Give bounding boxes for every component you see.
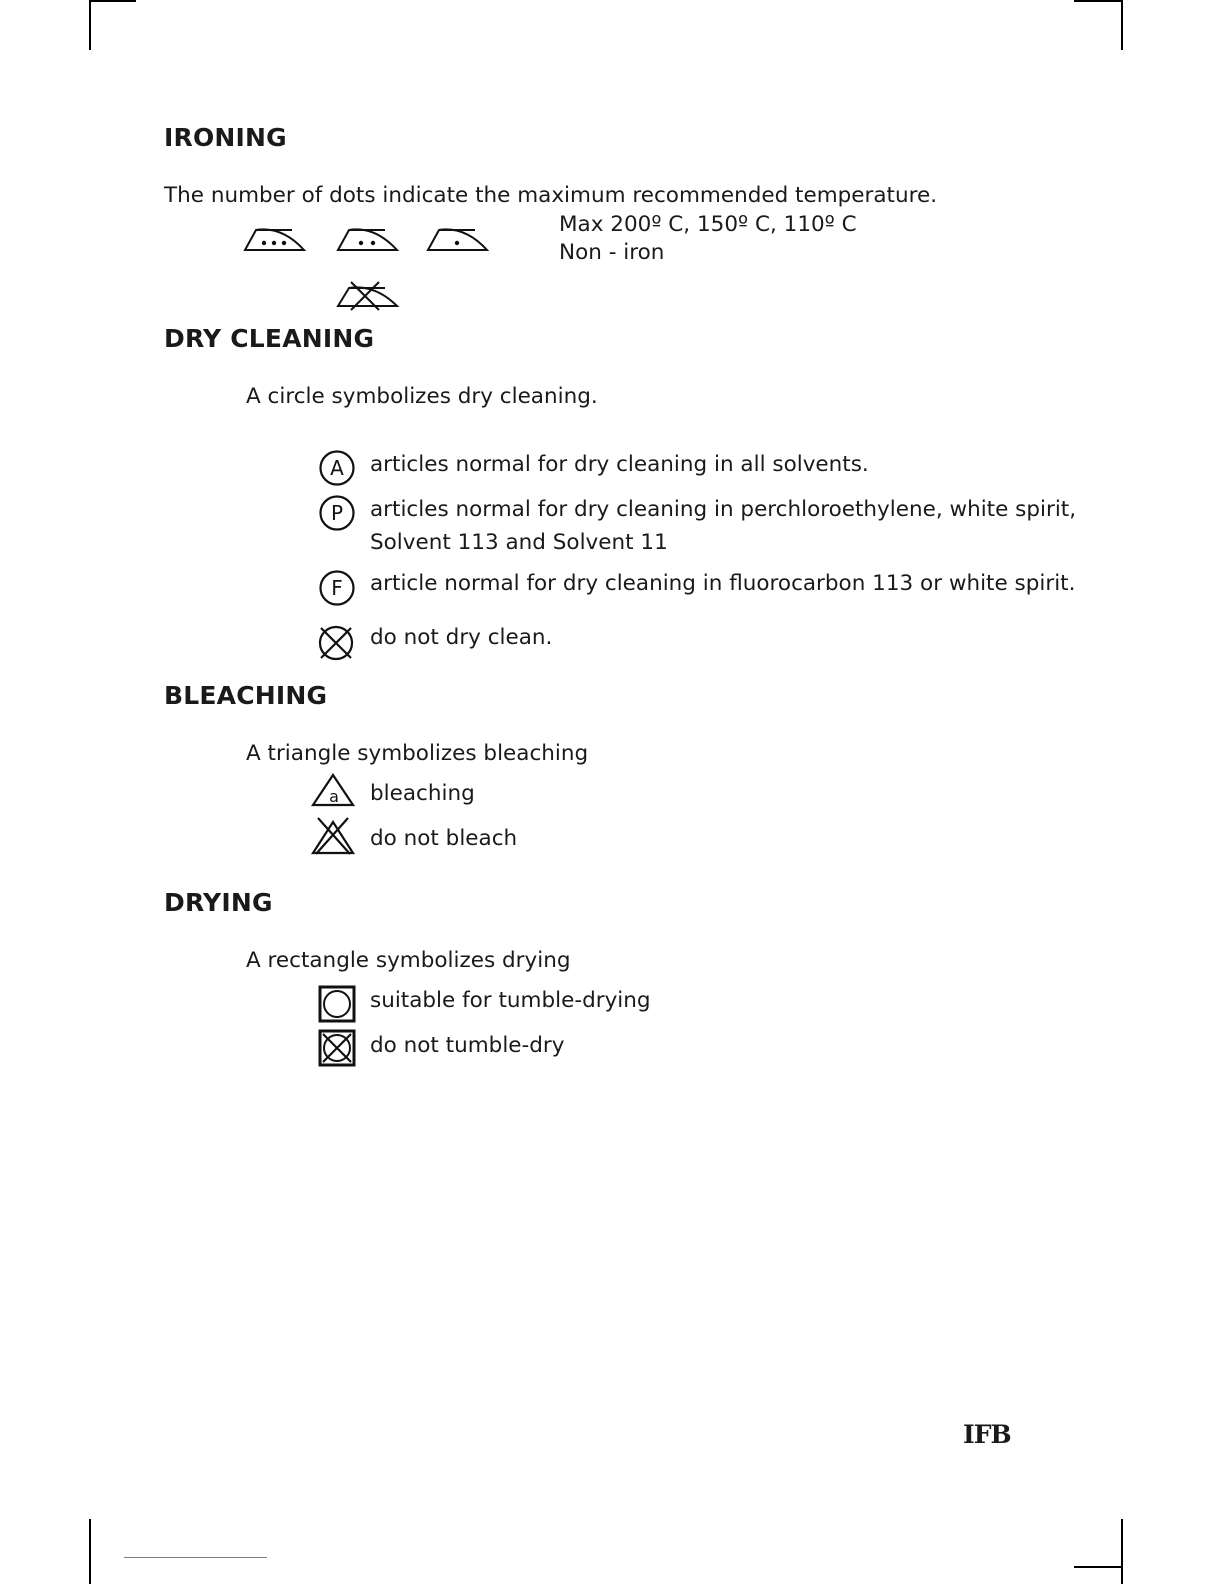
circle-p-icon bbox=[318, 494, 356, 532]
bleaching-heading: BLEACHING bbox=[164, 681, 328, 710]
crop-mark bbox=[1121, 0, 1123, 50]
circle-a-icon bbox=[318, 449, 356, 487]
iron-3-dots-icon bbox=[242, 224, 308, 254]
iron-1-dot-icon bbox=[425, 224, 491, 254]
do-not-bleach-text: do not bleach bbox=[370, 826, 518, 851]
dry-clean-p-text-2: Solvent 113 and Solvent 11 bbox=[370, 530, 668, 555]
triangle-crossed-icon bbox=[310, 816, 356, 856]
dry-clean-f-text: article normal for dry cleaning in fluorocarbon 113 or white spirit. bbox=[370, 571, 1076, 596]
footer-line bbox=[124, 1557, 267, 1558]
dry-cleaning-heading: DRY CLEANING bbox=[164, 324, 375, 353]
iron-temperatures: Max 200º C, 150º C, 110º C bbox=[559, 212, 857, 237]
tumble-dry-text: suitable for tumble-drying bbox=[370, 988, 651, 1013]
triangle-a-icon bbox=[310, 772, 356, 808]
square-circle-crossed-icon bbox=[318, 1029, 356, 1067]
circle-crossed-icon bbox=[316, 623, 356, 663]
crop-mark bbox=[1121, 1519, 1123, 1584]
crop-mark bbox=[1074, 1566, 1122, 1568]
crop-mark bbox=[89, 1519, 91, 1584]
svg-text:P: P bbox=[330, 501, 344, 525]
dry-cleaning-intro: A circle symbolizes dry cleaning. bbox=[246, 384, 598, 409]
do-not-tumble-dry-text: do not tumble-dry bbox=[370, 1033, 565, 1058]
crop-mark bbox=[89, 0, 91, 50]
svg-text:a: a bbox=[329, 787, 339, 806]
do-not-dry-clean-text: do not dry clean. bbox=[370, 625, 553, 650]
non-iron-label: Non - iron bbox=[559, 240, 665, 265]
bleaching-intro: A triangle symbolizes bleaching bbox=[246, 741, 589, 766]
ironing-heading: IRONING bbox=[164, 123, 287, 152]
iron-2-dots-icon bbox=[335, 224, 401, 254]
svg-text:F: F bbox=[331, 576, 343, 600]
bleaching-text: bleaching bbox=[370, 781, 475, 806]
dry-clean-a-text: articles normal for dry cleaning in all solvents. bbox=[370, 452, 869, 477]
iron-crossed-icon bbox=[335, 280, 401, 312]
circle-f-icon bbox=[318, 569, 356, 607]
ironing-intro: The number of dots indicate the maximum recommended temperature. bbox=[164, 183, 938, 208]
square-circle-icon bbox=[318, 985, 356, 1023]
crop-mark bbox=[89, 0, 136, 2]
dry-clean-p-text: articles normal for dry cleaning in perchloroethylene, white spirit, bbox=[370, 497, 1077, 522]
ifb-logo: IFB bbox=[963, 1420, 1011, 1449]
crop-mark bbox=[1074, 0, 1122, 2]
drying-intro: A rectangle symbolizes drying bbox=[246, 948, 571, 973]
svg-text:A: A bbox=[330, 456, 344, 480]
drying-heading: DRYING bbox=[164, 888, 273, 917]
